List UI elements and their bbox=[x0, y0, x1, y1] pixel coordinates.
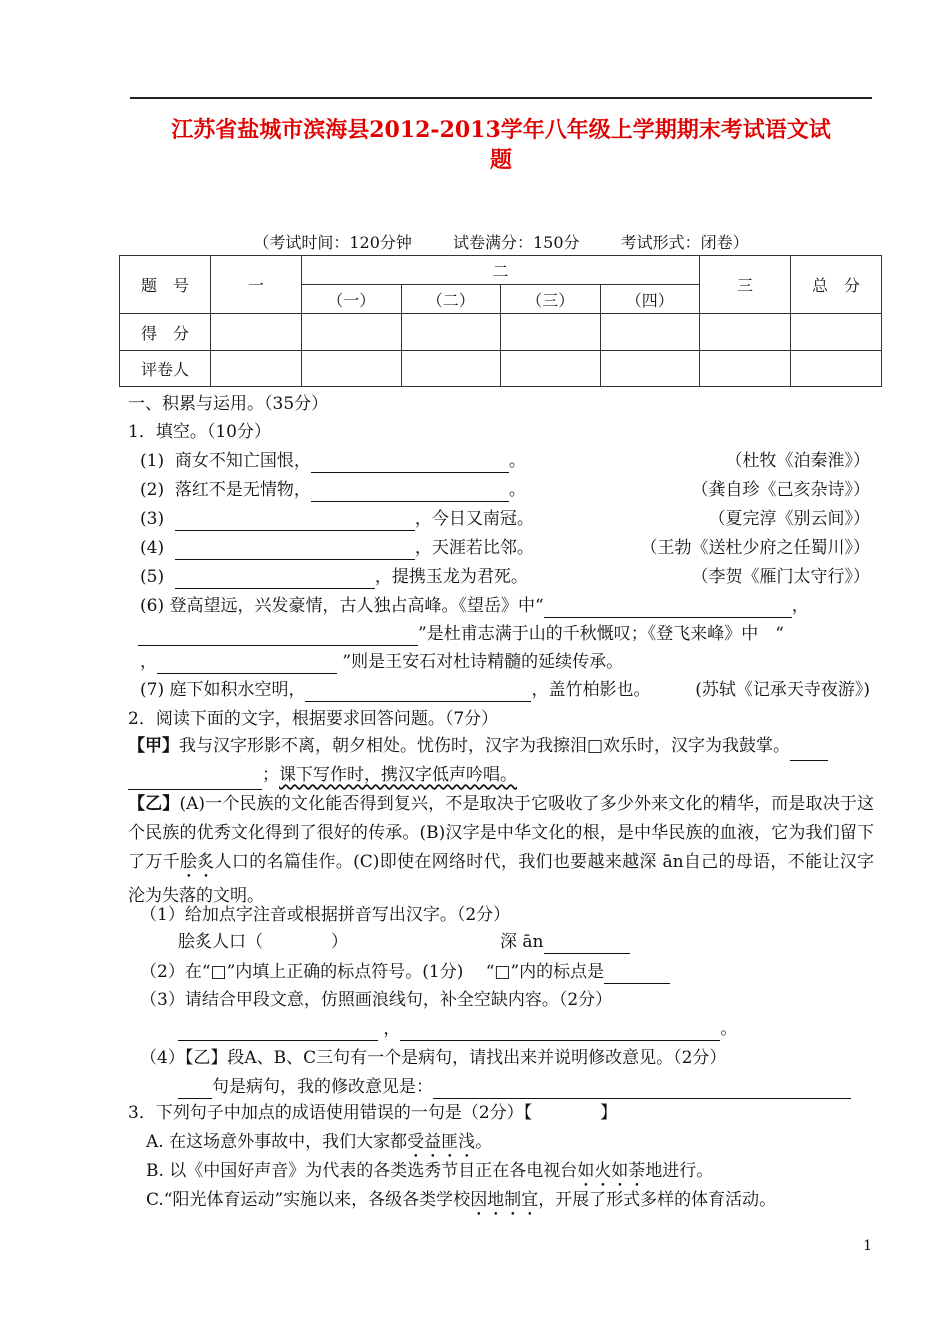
q1-item-2: (2) 落红不是无情物， 。 bbox=[140, 480, 526, 500]
passage-jia: 【甲】我与汉字形影不离，朝夕相处。忧伤时，汉字为我擦泪□欢乐时，汉字为我鼓掌。 ；课下写作时，携汉字低声吟唱。 bbox=[128, 732, 874, 790]
q1-item-6: (6) 登高望远，兴发豪情，古人独占高峰。《望岳》中“ ， bbox=[140, 596, 809, 616]
answer-blank[interactable] bbox=[544, 599, 792, 618]
answer-blank[interactable] bbox=[178, 1080, 212, 1099]
answer-blank[interactable] bbox=[305, 683, 531, 702]
q2-sub-4: （4）【乙】段A、B、C三句有一个是病句，请找出来并说明修改意见。（2分） bbox=[140, 1048, 727, 1068]
answer-blank[interactable] bbox=[175, 570, 375, 589]
q1-source-3: （夏完淳《别云间》） bbox=[708, 509, 870, 529]
answer-blank[interactable] bbox=[157, 655, 337, 674]
answer-blank[interactable] bbox=[175, 512, 415, 531]
q1-item-6-cont2: ， ”则是王安石对杜诗精髓的延续传承。 bbox=[140, 652, 624, 672]
answer-blank[interactable] bbox=[175, 541, 415, 560]
q2-sub-3-answer: ， 。 bbox=[178, 1017, 737, 1041]
score-cell[interactable] bbox=[700, 314, 791, 351]
exam-form: 考试形式：闭卷） bbox=[620, 233, 749, 252]
sub-col: （二） bbox=[401, 285, 501, 314]
q1-source-2: （龚自珍《己亥杂诗》） bbox=[691, 480, 870, 500]
exam-title-cont: 题 bbox=[489, 147, 512, 173]
grader-cell[interactable] bbox=[401, 351, 501, 387]
q2-sub-2: （2）在“□”内填上正确的标点符号。(1分) “□”内的标点是 bbox=[140, 960, 670, 984]
passage-yi: 【乙】(A)一个民族的文化能否得到复兴，不是取决于它吸收了多少外来文化的精华，而是取决于这个民族的优秀文化得到了很好的传承。(B)汉字是中华文化的根，是中华民族的血液，它为我们留下了万千脍炙人口的名篇佳作。(C)即使在网络时代，我们也要越来越深 ān自己的母语，不能让汉字沦为失落的文明。 bbox=[128, 794, 875, 906]
q3-option-a[interactable]: A. 在这场意外事故中，我们大家都受益匪浅。 bbox=[146, 1132, 493, 1152]
q1-item-3: (3) ，今日又南冠。 bbox=[140, 509, 534, 529]
answer-blank[interactable] bbox=[433, 1080, 851, 1099]
q3-title: 3．下列句子中加点的成语使用错误的一句是（2分）【 】 bbox=[128, 1103, 618, 1123]
q1-item-5: (5) ，提携玉龙为君死。 bbox=[140, 567, 528, 587]
col-total: 总 分 bbox=[791, 256, 882, 314]
q1-source-1: （杜牧《泊秦淮》） bbox=[725, 451, 870, 471]
grader-cell[interactable] bbox=[700, 351, 791, 387]
row-header: 题 号 bbox=[120, 256, 211, 314]
col-three: 三 bbox=[700, 256, 791, 314]
grader-cell[interactable] bbox=[211, 351, 302, 387]
q1-item-6-cont: ”是杜甫志满于山的千秋慨叹；《登飞来峰》中 “ bbox=[138, 622, 784, 646]
answer-blank[interactable] bbox=[311, 454, 509, 473]
exam-info bbox=[120, 230, 882, 253]
score-cell[interactable] bbox=[600, 314, 700, 351]
q2-sub-1-a: 脍炙人口（ ） bbox=[178, 932, 348, 952]
score-cell[interactable] bbox=[501, 314, 601, 351]
sub-col: （四） bbox=[600, 285, 700, 314]
q1-title: 1．填空。（10分） bbox=[128, 422, 271, 442]
q2-title: 2．阅读下面的文字，根据要求回答问题。（7分） bbox=[128, 709, 499, 729]
exam-title: 江苏省盐城市滨海县2012-2013学年八年级上学期期末考试语文试 bbox=[171, 117, 831, 143]
exam-full-score: 试卷满分：150分 bbox=[452, 233, 580, 252]
q3-option-c[interactable]: C.“阳光体育运动”实施以来，各级各类学校因地制宜，开展了形式多样的体育活动。 bbox=[146, 1190, 777, 1210]
sub-col: （三） bbox=[501, 285, 601, 314]
answer-blank[interactable] bbox=[400, 1022, 720, 1041]
score-cell[interactable] bbox=[302, 314, 402, 351]
q1-source-7: (苏轼《记承天寺夜游》) bbox=[695, 680, 870, 700]
q2-sub-3: （3）请结合甲段文意，仿照画浪线句，补全空缺内容。（2分） bbox=[140, 990, 613, 1010]
score-cell[interactable] bbox=[401, 314, 501, 351]
grader-cell[interactable] bbox=[501, 351, 601, 387]
answer-blank[interactable] bbox=[128, 771, 262, 790]
score-cell[interactable] bbox=[211, 314, 302, 351]
answer-blank[interactable] bbox=[311, 483, 509, 502]
q1-source-5: （李贺《雁门太守行》） bbox=[691, 567, 870, 587]
answer-blank[interactable] bbox=[790, 742, 828, 761]
answer-blank[interactable] bbox=[178, 1022, 378, 1041]
row-header: 评卷人 bbox=[120, 351, 211, 387]
q3-option-b[interactable]: B. 以《中国好声音》为代表的各类选秀节目正在各电视台如火如荼地进行。 bbox=[146, 1161, 714, 1181]
q2-sub-1-b: 深 ān bbox=[500, 930, 630, 954]
q1-source-4: （王勃《送杜少府之任蜀川》） bbox=[640, 538, 870, 558]
score-cell[interactable] bbox=[791, 314, 882, 351]
q1-item-4: (4) ，天涯若比邻。 bbox=[140, 538, 534, 558]
page-number: 1 bbox=[863, 1238, 872, 1254]
sub-col: （一） bbox=[302, 285, 402, 314]
exam-time: （考试时间：120分钟 bbox=[253, 233, 412, 252]
grader-cell[interactable] bbox=[791, 351, 882, 387]
q2-sub-4-answer: 句是病句，我的修改意见是： bbox=[178, 1075, 851, 1099]
header-rule bbox=[130, 97, 872, 99]
section-1-heading: 一、积累与运用。（35分） bbox=[128, 394, 329, 414]
score-table bbox=[119, 255, 882, 387]
q2-sub-1: （1）给加点字注音或根据拼音写出汉字。（2分） bbox=[140, 905, 511, 925]
wavy-sentence: 课下写作时，携汉字低声吟唱。 bbox=[279, 765, 517, 785]
col-two: 二 bbox=[302, 256, 700, 285]
answer-blank[interactable] bbox=[544, 935, 630, 954]
grader-cell[interactable] bbox=[302, 351, 402, 387]
col-one: 一 bbox=[211, 256, 302, 314]
q1-item-7: (7) 庭下如积水空明， ，盖竹柏影也。 bbox=[140, 680, 651, 700]
grader-cell[interactable] bbox=[600, 351, 700, 387]
row-header: 得 分 bbox=[120, 314, 211, 351]
answer-blank[interactable] bbox=[604, 965, 670, 984]
q1-item-1: (1) 商女不知亡国恨， 。 bbox=[140, 451, 526, 471]
answer-blank[interactable] bbox=[138, 627, 418, 646]
